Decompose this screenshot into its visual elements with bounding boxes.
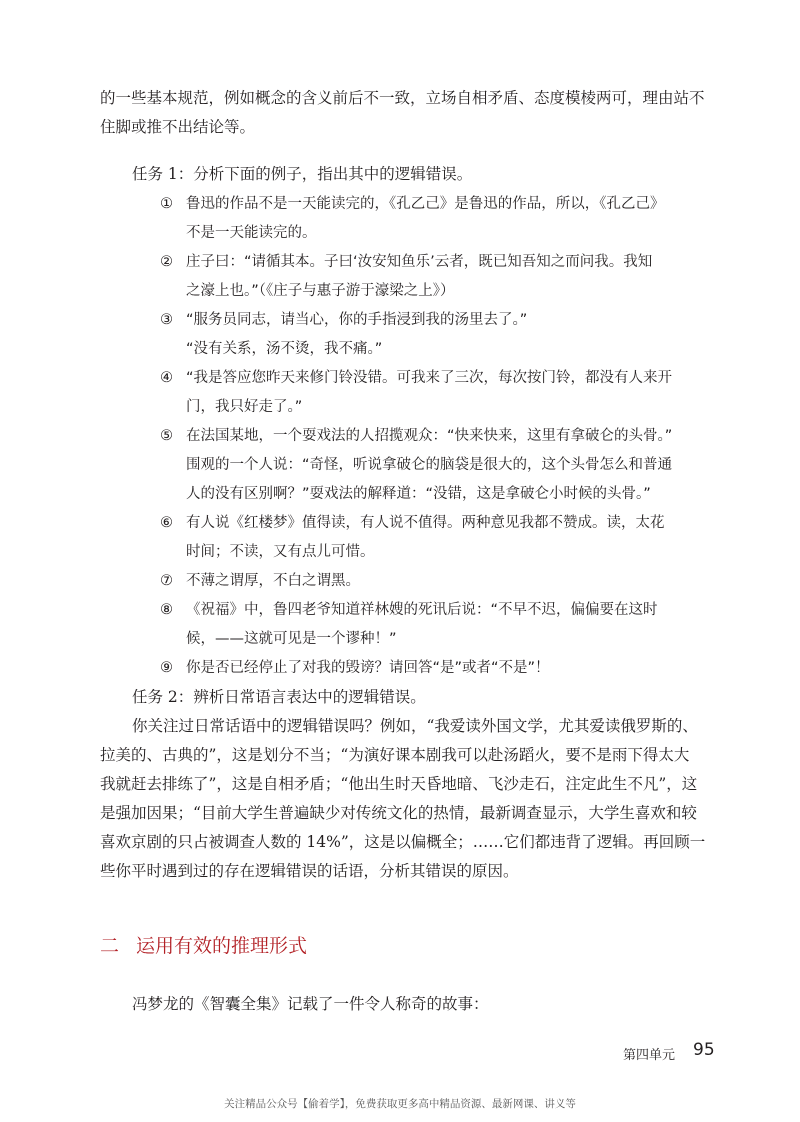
item-line: 在法国某地，一个耍戏法的人招揽观众：“快来快来，这里有拿破仑的头骨。” [186,428,673,444]
task2-line: 喜欢京剧的只占被调查人数的 14%”，这是以偏概全；……它们都违背了逻辑。再回顾一 [100,833,706,851]
item-number: ⑤ [160,428,173,444]
item-line: 有人说《红楼梦》值得读，有人说不值得。两种意见我都不赞成。读，太花 [186,515,665,531]
item-number: ④ [160,370,173,386]
task2-paragraph [100,712,706,886]
task2-line: 你关注过日常话语中的逻辑错误吗？例如，“我爱读外国文学，尤其爱读俄罗斯的、 [132,717,698,735]
item-line: 人的没有区别啊？”耍戏法的解释道：“没错，这是拿破仑小时候的头骨。” [186,486,651,502]
item-number: ② [160,254,173,270]
page-number: 95 [693,1040,715,1060]
item-line: 不薄之谓厚，不白之谓黑。 [186,573,360,589]
example-item-7 [160,567,700,596]
item-line: 你是否已经停止了对我的毁谤？请回答“是”或者“不是”！ [186,660,550,676]
section-number: 二 [100,935,120,957]
task2-line: 拉美的、古典的”，这是划分不当；“为演好课本剧我可以赴汤蹈火，要不是雨下得太大 [100,746,690,764]
watermark-text: 关注精品公众号【偷着学】，免费获取更多高中精品资源、最新网课、讲义等 [224,1098,576,1110]
task2-line: 些你平时遇到过的存在逻辑错误的话语，分析其错误的原因。 [100,862,519,880]
item-number: ① [160,196,173,212]
item-line: 门，我只好走了。” [186,399,303,415]
example-item-8 [160,596,700,654]
item-line: 鲁迅的作品不是一天能读完的，《孔乙己》是鲁迅的作品，所以，《孔乙己》 [186,196,665,212]
item-number: ⑧ [160,602,173,618]
item-number: ③ [160,312,173,328]
intro-line: 的一些基本规范，例如概念的含义前后不一致，立场自相矛盾、态度模棱两可，理由站不 [100,89,705,107]
item-line: 之濠上也。”（《庄子与惠子游于濠梁之上》） [186,283,455,299]
item-number: ⑦ [160,573,173,589]
example-item-5 [160,422,700,509]
example-item-1 [160,190,700,248]
item-line: 候，——这就可见是一个谬种！” [186,631,397,647]
item-line: 不是一天能读完的。 [186,225,317,241]
item-line: “我是答应您昨天来修门铃没错。可我来了三次，每次按门铃，都没有人来开 [186,370,673,386]
task2-label: 任务 2：辨析日常语言表达中的逻辑错误。 [132,688,426,706]
intro-line: 住脚或推不出结论等。 [100,118,256,136]
intro-paragraph [100,84,705,142]
item-line: “服务员同志，请当心，你的手指浸到我的汤里去了。” [186,312,528,328]
item-line: 庄子曰：“请循其本。子曰‘汝安知鱼乐’云者，既已知吾知之而问我。我知 [186,254,653,270]
example-item-6 [160,509,700,567]
section-heading [100,931,307,958]
task1-label: 任务 1：分析下面的例子，指出其中的逻辑错误。 [132,165,473,183]
item-number: ⑨ [160,660,173,676]
item-number: ⑥ [160,515,173,531]
task2-line: 我就赶去排练了”，这是自相矛盾；“他出生时天昏地暗、飞沙走石，注定此生不凡”，这 [100,775,698,793]
task1-example-list [160,190,700,683]
item-line: “没有关系，汤不烫，我不痛。” [186,341,383,357]
footer-unit-label: 第四单元 [623,1048,676,1063]
item-line: 《祝福》中，鲁四老爷知道祥林嫂的死讯后说：“不早不迟，偏偏要在这时 [186,602,658,618]
section-title: 运用有效的推理形式 [136,935,308,957]
closing-paragraph: 冯梦龙的《智囊全集》记载了一件令人称奇的故事： [132,995,489,1013]
example-item-9 [160,654,700,683]
item-line: 时间；不读，又有点儿可惜。 [186,544,375,560]
example-item-4 [160,364,700,422]
task2-line: 是强加因果；“目前大学生普遍缺少对传统文化的热情，最新调查显示，大学生喜欢和较 [100,804,697,822]
example-item-2 [160,248,700,306]
item-line: 围观的一个人说：“奇怪，听说拿破仑的脑袋是很大的，这个头骨怎么和普通 [186,457,673,473]
example-item-3 [160,306,700,364]
